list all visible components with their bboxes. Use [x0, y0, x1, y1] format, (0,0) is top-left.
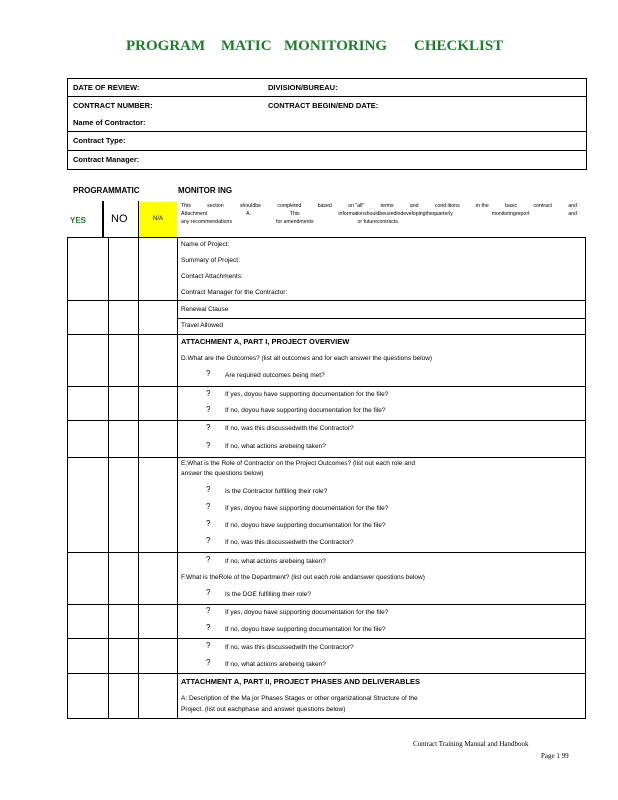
page-title: [0, 38, 618, 58]
question-mark-icon: ?: [206, 502, 211, 511]
contract-begin-end-label: CONTRACT BEGIN/END DATE:: [268, 101, 379, 110]
if-no-discussed: If no, was this discussedwith the Contractor?: [225, 425, 354, 432]
yes-column-header: YES: [70, 216, 87, 225]
header-row-contract: [68, 97, 586, 114]
programmatic-label: PROGRAMMATIC: [73, 186, 140, 195]
grid-line: [67, 718, 586, 719]
contract-number-label: CONTRACT NUMBER:: [73, 101, 153, 110]
question-mark-icon: ?: [206, 555, 211, 564]
question-e-line1: E.What is the Role of Contractor on the Project Outcomes? (list out each role and: [181, 460, 416, 467]
part2-heading: ATTACHMENT A, PART II, PROJECT PHASES AND DELIVERABLES: [181, 677, 421, 686]
header-row-contractor: [68, 114, 586, 132]
item-project-name: Name of Project:: [181, 241, 230, 248]
grid-line: [102, 201, 104, 237]
title-word-3: MONITORING: [284, 38, 388, 54]
if-no-actions: If no, what actions arebeing taken?: [225, 558, 326, 565]
question-mark-icon: ?: [206, 485, 211, 494]
item-contract-manager: Contract Manager for the Contractor:: [181, 289, 288, 296]
division-label: DIVISION/BUREAU:: [268, 83, 338, 92]
question-e-line2: answer the questions below): [181, 470, 264, 477]
item-travel-allowed: Travel Allowed: [181, 322, 224, 329]
grid-line: [67, 334, 586, 335]
if-no-documentation: If no, doyou have supporting documentation for the file?: [225, 522, 386, 529]
grid-line: [67, 237, 586, 238]
grid-line: [67, 604, 586, 605]
contract-type-label: Contract Type:: [73, 136, 126, 145]
grid-line: [67, 420, 586, 421]
question-a-line1: A: Description of the Ma jor Phases Stages or other organizational Structure of the: [181, 695, 418, 702]
date-of-review-label: DATE OF REVIEW:: [73, 83, 140, 92]
item-attachments: Contact Attachments:: [181, 273, 243, 280]
question-mark-icon: ?: [206, 536, 211, 545]
if-yes-documentation: If yes, doyou have supporting documentation for the file?: [225, 505, 389, 512]
if-no-documentation: If no, doyou have supporting documentation for the file?: [225, 626, 386, 633]
item-renewal-clause: Renewal Clause: [181, 306, 229, 313]
if-no-actions: If no, what actions arebeing taken?: [225, 661, 326, 668]
question-mark-icon: ?: [206, 623, 211, 632]
if-yes-documentation: If yes, doyou have supporting documentation for the file?: [225, 609, 389, 616]
question-mark-icon: ?: [206, 389, 211, 398]
grid-line: [177, 237, 178, 719]
question-d: D.What are the Outcomes? (list all outcomes and for each answer the questions below): [181, 355, 433, 362]
note-line-1: This section shouldbe completed based on "all" terms and cond itions in the basic contract and: [181, 203, 577, 209]
grid-line: [67, 386, 586, 387]
contract-manager-label: Contract Manager:: [73, 155, 140, 164]
title-word-2: MATIC: [221, 38, 272, 54]
header-row-type: [68, 132, 586, 151]
na-column-header: N/A: [139, 202, 177, 237]
footer-page-number: Page 1 99: [541, 752, 569, 760]
if-no-documentation: If no, doyou have supporting documentation for the file?: [225, 407, 386, 414]
footer-manual: Contract Training Manual and Handbook: [413, 740, 529, 748]
are-required-outcomes: Are required outcomes being met?: [225, 372, 325, 379]
question-mark-icon: ?: [206, 441, 211, 450]
question-mark-icon: ?: [206, 658, 211, 667]
header-row-manager: [68, 151, 586, 170]
grid-line: [67, 673, 586, 674]
header-row-date: [68, 79, 586, 97]
grid-line: [585, 237, 586, 719]
question-mark-icon: ?: [206, 405, 211, 414]
title-word-1: PROGRAM: [126, 38, 206, 54]
section-note: [181, 202, 577, 226]
question-mark-icon: ?: [206, 641, 211, 650]
grid-line: [67, 457, 586, 458]
question-f: F.What is theRole of the Department? (list out each role andanswer questions below): [181, 574, 425, 581]
question-a-line2: Project. (list out eachphase and answer questions below): [181, 706, 346, 713]
question-mark-icon: ?: [206, 606, 211, 615]
question-mark-icon: ?: [206, 519, 211, 528]
note-line-3: any recommendations for amendments or futurecontracts.: [181, 219, 400, 225]
if-yes-documentation: If yes, doyou have supporting documentation for the file?: [225, 391, 389, 398]
part1-heading: ATTACHMENT A, PART I, PROJECT OVERVIEW: [181, 337, 350, 346]
question-mark-icon: ?: [206, 369, 211, 378]
item-project-summary: Summary of Project:: [181, 257, 240, 264]
question-mark-icon: ?: [206, 588, 211, 597]
grid-line: [67, 638, 586, 639]
grid-line: [67, 300, 586, 301]
contractor-fulfilling-role: Is the Contractor fulfilling their role?: [225, 488, 328, 495]
contractor-name-label: Name of Contractor:: [73, 118, 146, 127]
if-no-actions: If no, what actions arebeing taken?: [225, 443, 326, 450]
question-mark-icon: ?: [206, 423, 211, 432]
grid-line: [67, 237, 68, 719]
no-column-header: NO: [111, 213, 128, 225]
doe-fulfilling-role: Is the DOE fulfilling their role?: [225, 591, 311, 598]
grid-line: [138, 201, 139, 719]
note-line-2: Attachment A. This informationshouldbeusedindevelopingthequarterly monitoringreport and: [181, 211, 577, 217]
grid-line: [108, 237, 109, 719]
if-no-discussed: If no, was this discussedwith the Contractor?: [225, 644, 354, 651]
if-no-discussed: If no, was this discussedwith the Contractor?: [225, 539, 354, 546]
title-word-4: CHECKLIST: [414, 38, 504, 54]
grid-line: [67, 552, 586, 553]
header-form: [67, 78, 587, 170]
grid-line: [177, 318, 586, 319]
monitoring-label: MONITOR ING: [178, 186, 233, 195]
